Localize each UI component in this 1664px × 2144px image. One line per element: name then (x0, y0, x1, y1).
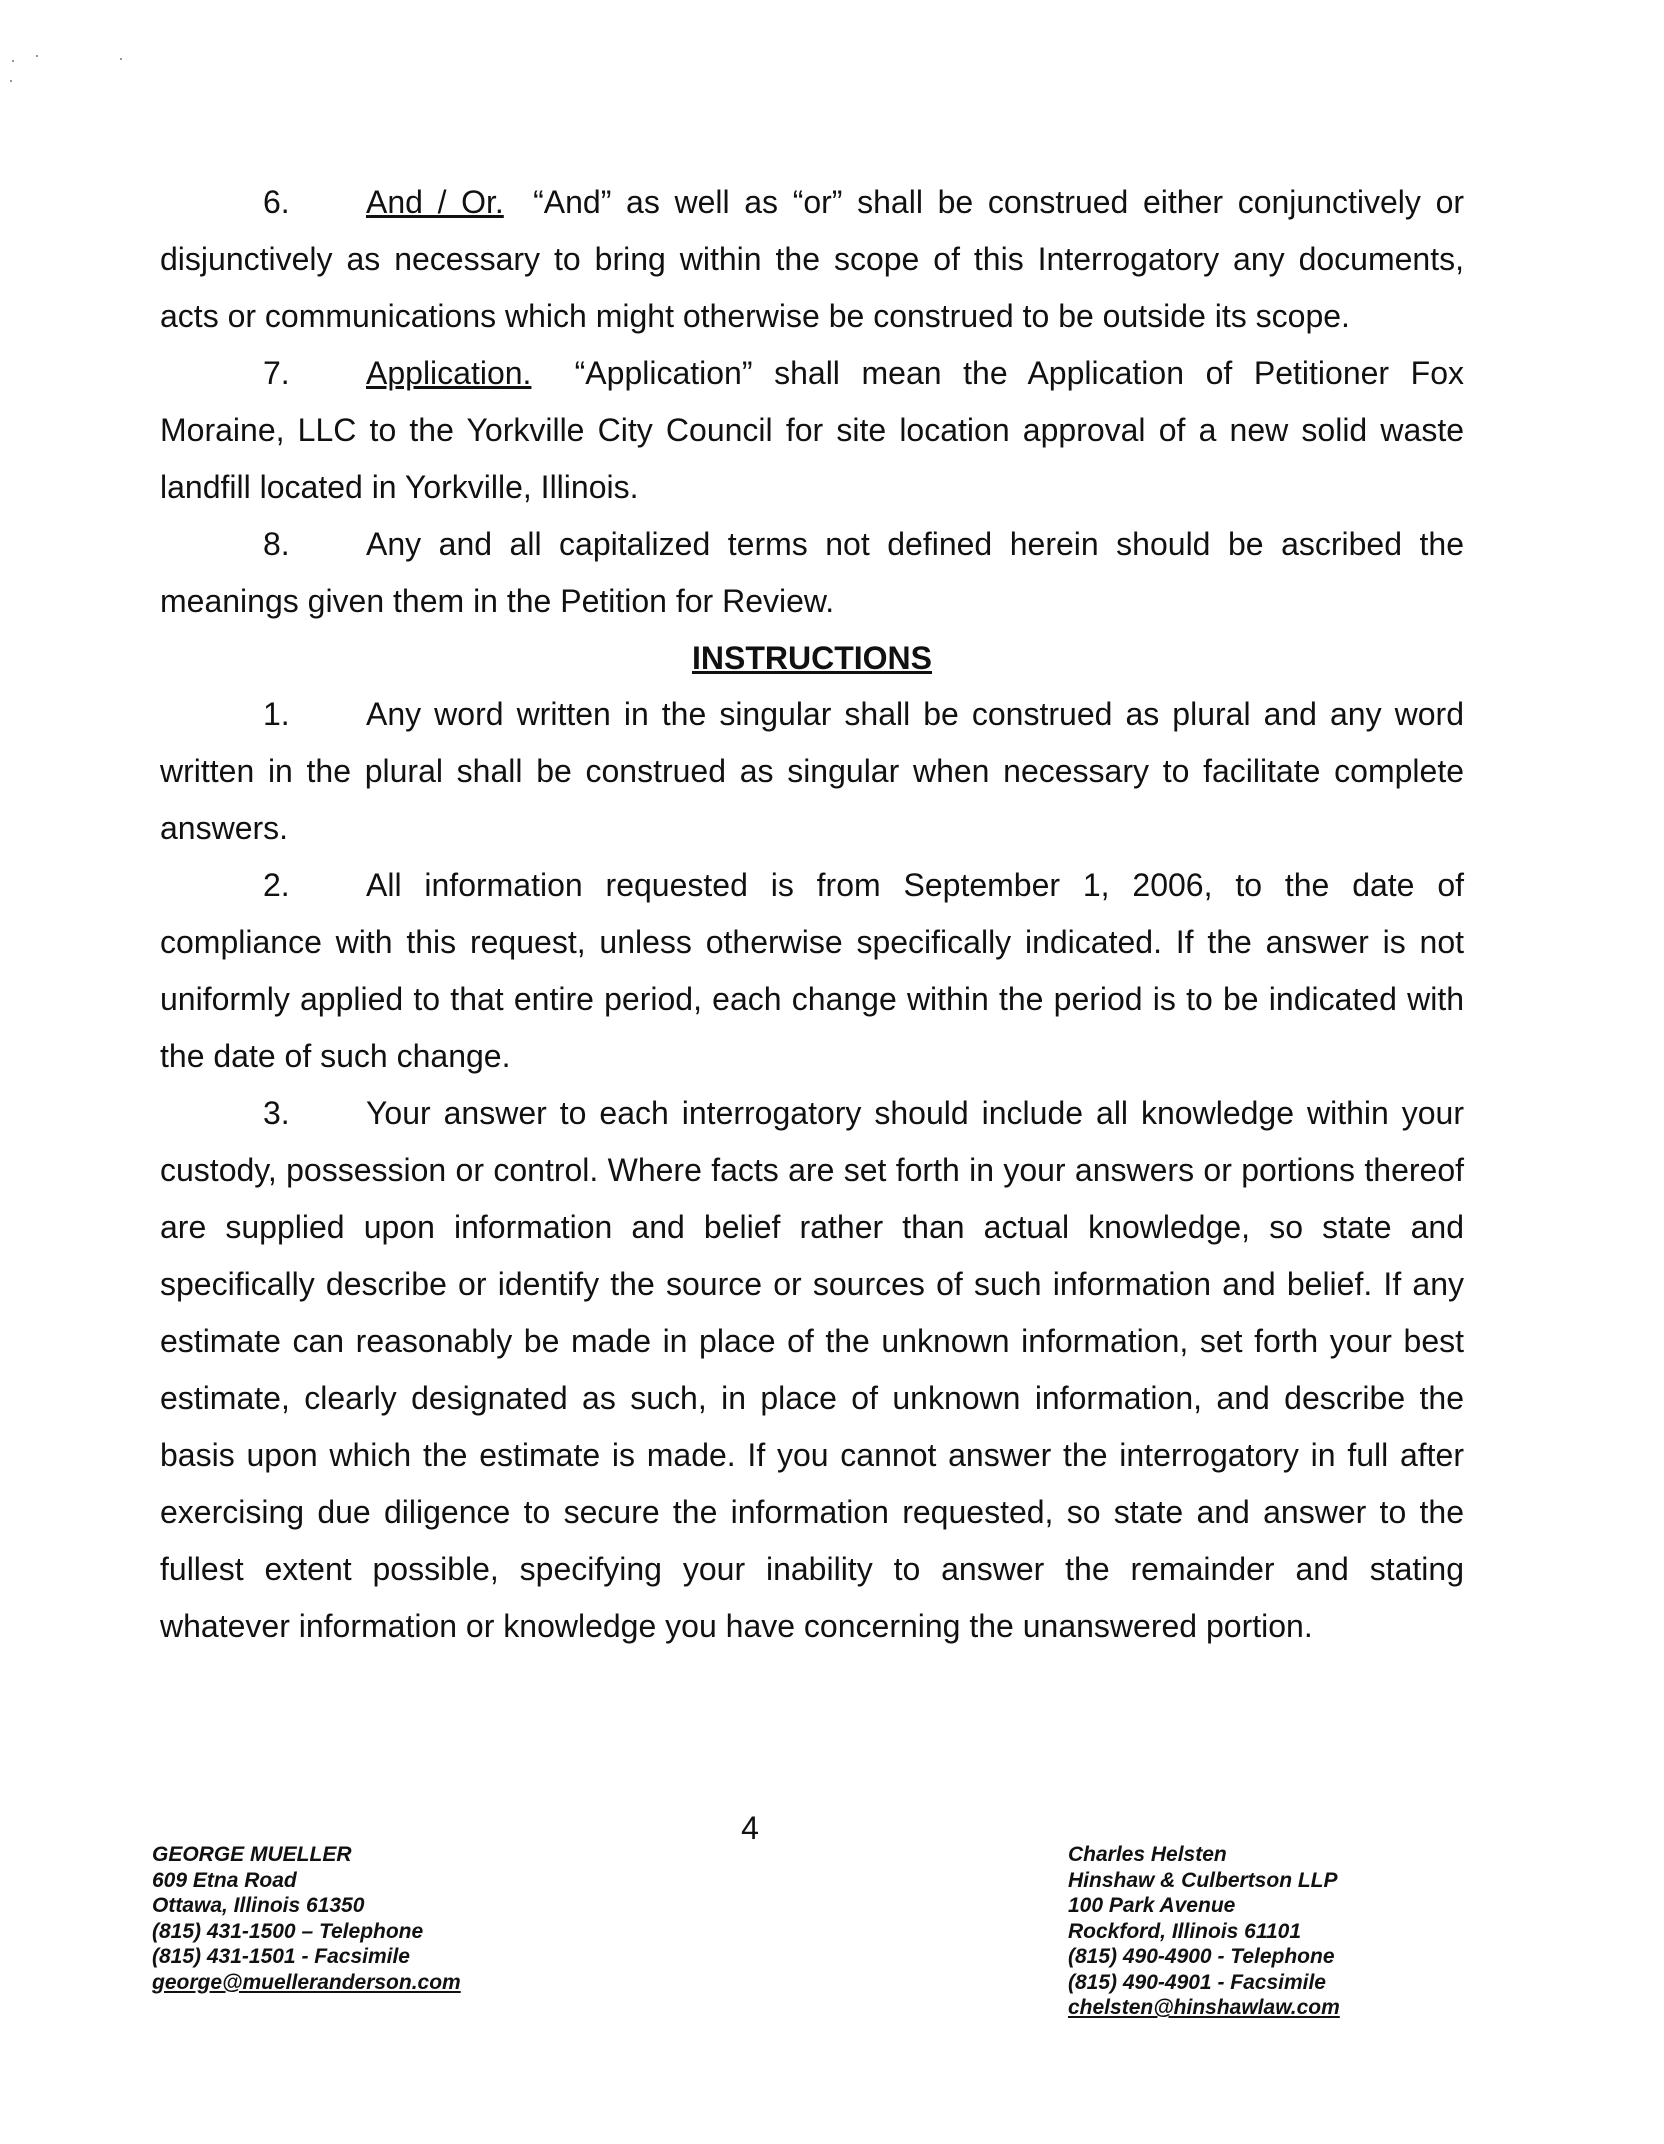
paragraph-number: 3. (263, 1095, 290, 1131)
facsimile: (815) 490-4901 - Facsimile (1068, 1970, 1326, 1994)
paragraph-text: Your answer to each interrogatory should include all knowledge within your custody, possession or control. Where facts are set forth in your answers or portions thereof are supplied upon information and belief rather than actual knowledge, so state and specifically describe or identify the source or sources of such information and belief. If any estimate can reasonably be made in place of the unknown information, set forth your best estimate, clearly designated as such, in place of unknown information, and describe the basis upon which the estimate is made. If you cannot answer the interrogatory in full after exercising due diligence to secure the information requested, so state and answer to the fullest extent possible, specifying your inability to answer the remainder and stating whatever information or knowledge you have concerning the unanswered portion. (160, 1095, 1464, 1644)
instruction-paragraph-2 (160, 857, 1464, 1085)
scan-speck (36, 55, 38, 57)
scan-speck (10, 80, 12, 82)
paragraph-number: 2. (263, 867, 290, 903)
paragraph-text: “Application” shall mean the Application of Petitioner Fox Moraine, LLC to the Yorkville City Council for site location approval of a new solid waste landfill located in Yorkville, Illinois. (160, 355, 1465, 505)
defined-term: And / Or. (366, 184, 504, 220)
scan-speck (120, 58, 122, 60)
city-state-zip: Rockford, Illinois 61101 (1068, 1919, 1302, 1943)
street-address: 100 Park Avenue (1068, 1894, 1236, 1917)
paragraph-number: 1. (263, 696, 290, 732)
telephone: (815) 490-4900 - Telephone (1068, 1945, 1335, 1968)
definition-paragraph-7 (160, 345, 1464, 516)
scan-speck (12, 60, 14, 62)
definition-paragraph-6 (160, 174, 1464, 345)
defined-term: Application. (366, 355, 532, 391)
attorney-name: GEORGE MUELLER (152, 1843, 352, 1866)
telephone: (815) 431-1500 – Telephone (152, 1919, 424, 1943)
document-body (160, 174, 1464, 1655)
page-number: 4 (741, 1810, 759, 1846)
email-link[interactable]: chelsten@hinshawlaw.com (1068, 1996, 1340, 2019)
paragraph-number: 7. (263, 355, 290, 391)
instruction-paragraph-1 (160, 686, 1464, 857)
email-link[interactable]: george@muelleranderson.com (152, 1970, 461, 1994)
instructions-heading: INSTRUCTIONS (692, 640, 932, 676)
attorney-name: Charles Helsten (1068, 1843, 1227, 1866)
street-address: 609 Etna Road (152, 1868, 297, 1892)
definition-paragraph-8 (160, 516, 1464, 630)
paragraph-number: 8. (263, 526, 290, 562)
footer-right-address (1068, 1842, 1340, 2021)
law-firm: Hinshaw & Culbertson LLP (1068, 1868, 1338, 1892)
paragraph-text: Any and all capitalized terms not defined herein should be ascribed the meanings given them in the Petition for Review. (160, 526, 1464, 619)
footer-left-address (152, 1842, 461, 1995)
city-state-zip: Ottawa, Illinois 61350 (152, 1894, 365, 1917)
paragraph-text: All information requested is from September 1, 2006, to the date of compliance with this request, unless otherwise specifically indicated. If the answer is not uniformly applied to that entire period, each change within the period is to be indicated with the date of such change. (160, 867, 1464, 1074)
instruction-paragraph-3 (160, 1085, 1464, 1655)
facsimile: (815) 431-1501 - Facsimile (152, 1945, 410, 1968)
paragraph-text: “And” as well as “or” shall be construed either conjunctively or disjunctively as necessary to bring within the scope of this Interrogatory any documents, acts or communications which might otherwise be construed to be outside its scope. (160, 184, 1465, 334)
paragraph-number: 6. (263, 184, 290, 220)
paragraph-text: Any word written in the singular shall be construed as plural and any word written in the plural shall be construed as singular when necessary to facilitate complete answers. (160, 696, 1464, 846)
